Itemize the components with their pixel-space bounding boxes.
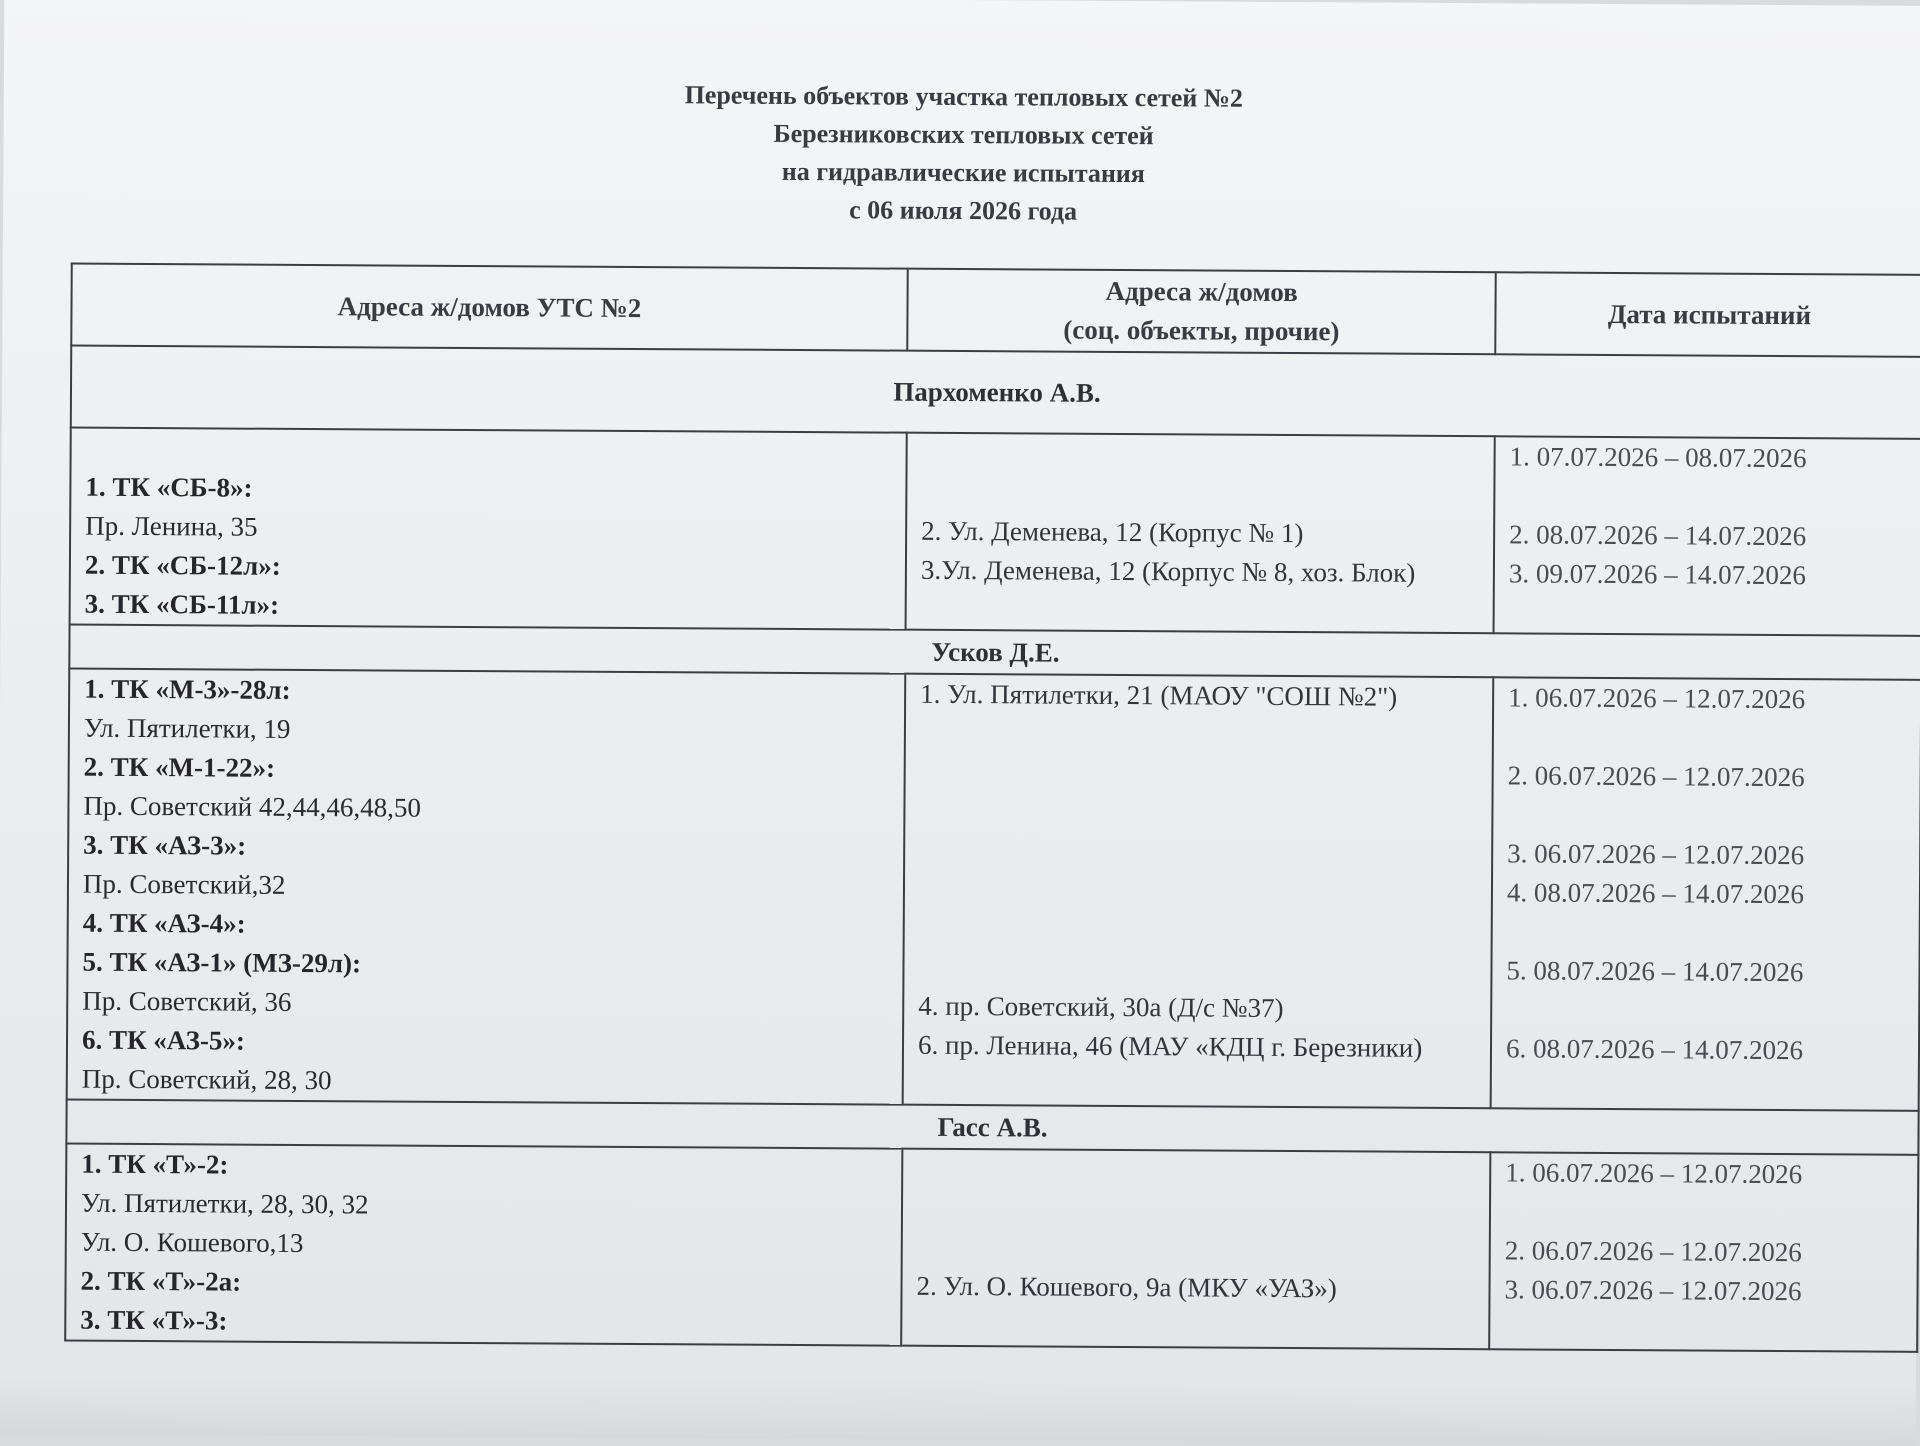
cell-social-addresses [903, 674, 1494, 1109]
cell-social-addresses [901, 1149, 1490, 1350]
cell-text-line: Пр. Советский 42,44,46,48,50 [83, 790, 422, 823]
blank-line [919, 909, 1477, 951]
cell-text-line: 3. 06.07.2026 – 12.07.2026 [1504, 1274, 1802, 1307]
blank-line [917, 1189, 1475, 1231]
blank-line [921, 473, 1479, 515]
cell-text-line: 3.Ул. Деменева, 12 (Корпус № 8, хоз. Блок) [920, 554, 1416, 588]
cell-test-dates [1489, 1152, 1918, 1352]
blank-line [919, 831, 1477, 873]
blank-line [1508, 717, 1906, 758]
cell-text-line: 5. ТК «АЗ-1» (МЗ-29л): [82, 946, 362, 979]
cell-text-line: 1. 07.07.2026 – 08.07.2026 [1509, 441, 1807, 474]
cell-text-line: 1. 06.07.2026 – 12.07.2026 [1508, 682, 1806, 715]
cell-test-dates [1494, 436, 1920, 636]
cell-text-line: 1. ТК «Т»-2: [81, 1148, 229, 1180]
cell-text-line: 3. ТК «Т»-3: [80, 1304, 228, 1336]
header-col2-line1: Адреса ж/домов [1105, 275, 1298, 308]
group-responsible-name: Усков Д.Е. [69, 625, 1920, 680]
header-test-date [1495, 272, 1920, 357]
cell-text-line: 1. ТК «СБ-8»: [85, 471, 253, 503]
cell-text-line: Ул. О. Кошевого,13 [80, 1226, 304, 1258]
cell-social-addresses [906, 433, 1495, 634]
cell-text-line: 4. пр. Советский, 30а (Д/с №37) [918, 990, 1284, 1023]
cell-text-line: 2. ТК «СБ-12л»: [84, 549, 281, 581]
cell-utc-addresses [65, 1144, 902, 1346]
cell-text-line: 6. ТК «АЗ-5»: [81, 1024, 246, 1056]
cell-test-dates [1491, 677, 1920, 1111]
cell-text-line: 2. ТК «М-1-22»: [83, 751, 276, 783]
group-row [71, 346, 1920, 439]
blank-line [86, 429, 892, 473]
paper-shadow [0, 1374, 1916, 1446]
table-row [65, 1144, 1918, 1352]
blank-line [920, 714, 1478, 756]
blank-line [919, 870, 1477, 912]
cell-text-line: Ул. Пятилетки, 28, 30, 32 [80, 1187, 369, 1220]
cell-text-line: 2. 06.07.2026 – 12.07.2026 [1507, 760, 1805, 793]
cell-text-line: 5. 08.07.2026 – 14.07.2026 [1506, 955, 1804, 988]
blank-line [1507, 912, 1905, 953]
cell-text-line: 2. 08.07.2026 – 14.07.2026 [1509, 519, 1807, 552]
cell-text-line: 4. 08.07.2026 – 14.07.2026 [1506, 877, 1805, 910]
blank-line [917, 1150, 1475, 1192]
cell-text-line: 1. ТК «М-3»-28л: [84, 673, 291, 705]
document-title [3, 72, 1920, 236]
cell-text-line: 3. ТК «АЗ-3»: [83, 829, 247, 861]
cell-text-line: 6. пр. Ленина, 46 (МАУ «КДЦ г. Березники) [917, 1029, 1423, 1063]
blank-line [1509, 476, 1907, 517]
test-schedule-table [64, 263, 1920, 1353]
cell-text-line: 2. ТК «Т»-2а: [80, 1265, 242, 1297]
cell-text-line: 4. ТК «АЗ-4»: [82, 907, 246, 939]
blank-line [1505, 1192, 1903, 1233]
blank-line [919, 792, 1477, 834]
header-col1-label: Адреса ж/домов УТС №2 [337, 290, 642, 323]
cell-text-line: Пр. Советский, 28, 30 [81, 1063, 332, 1096]
header-row [71, 264, 1920, 357]
blank-line [918, 948, 1476, 990]
cell-text-line: 1. 06.07.2026 – 12.07.2026 [1505, 1157, 1803, 1190]
cell-text-line: 2. Ул. О. Кошевого, 9а (МКУ «УАЗ») [916, 1270, 1337, 1304]
cell-text-line: 1. Ул. Пятилетки, 21 (МАОУ "СОШ №2") [920, 678, 1398, 712]
header-col2-line2: (соц. объекты, прочие) [1063, 314, 1340, 347]
cell-text-line: 3. 06.07.2026 – 12.07.2026 [1507, 838, 1805, 871]
group-responsible-name: Пархоменко А.В. [71, 346, 1920, 439]
cell-utc-addresses [70, 428, 907, 630]
cell-utc-addresses [67, 669, 906, 1105]
cell-text-line: Пр. Советский,32 [82, 868, 286, 900]
title-line-3: на гидравлические испытания [781, 156, 1145, 189]
group-responsible-name: Гасс А.В. [66, 1100, 1918, 1155]
cell-text-line: 6. 08.07.2026 – 14.07.2026 [1505, 1033, 1804, 1066]
title-line-2: Березниковских тепловых сетей [773, 118, 1154, 151]
blank-line [920, 753, 1478, 795]
blank-line [917, 1228, 1475, 1270]
cell-text-line: 2. Ул. Деменева, 12 (Корпус № 1) [921, 515, 1304, 549]
table-body [65, 346, 1920, 1352]
title-line-4: с 06 июля 2026 года [849, 195, 1078, 226]
table-row [67, 669, 1920, 1111]
blank-line [1507, 795, 1905, 836]
header-addresses-social [907, 269, 1495, 355]
cell-text-line: 2. 06.07.2026 – 12.07.2026 [1504, 1235, 1802, 1268]
cell-text-line: Ул. Пятилетки, 19 [83, 712, 291, 744]
cell-text-line: 3. 09.07.2026 – 14.07.2026 [1508, 558, 1806, 591]
header-col3-label: Дата испытаний [1607, 298, 1812, 330]
table-row [70, 428, 1920, 636]
blank-line [922, 434, 1480, 476]
header-addresses-utc [71, 264, 907, 351]
cell-text-line: Пр. Советский, 36 [82, 985, 292, 1017]
cell-text-line: Пр. Ленина, 35 [85, 510, 258, 542]
blank-line [1506, 990, 1904, 1031]
title-line-1: Перечень объектов участка тепловых сетей №2 [684, 80, 1244, 113]
cell-text-line: 3. ТК «СБ-11л»: [84, 588, 280, 620]
